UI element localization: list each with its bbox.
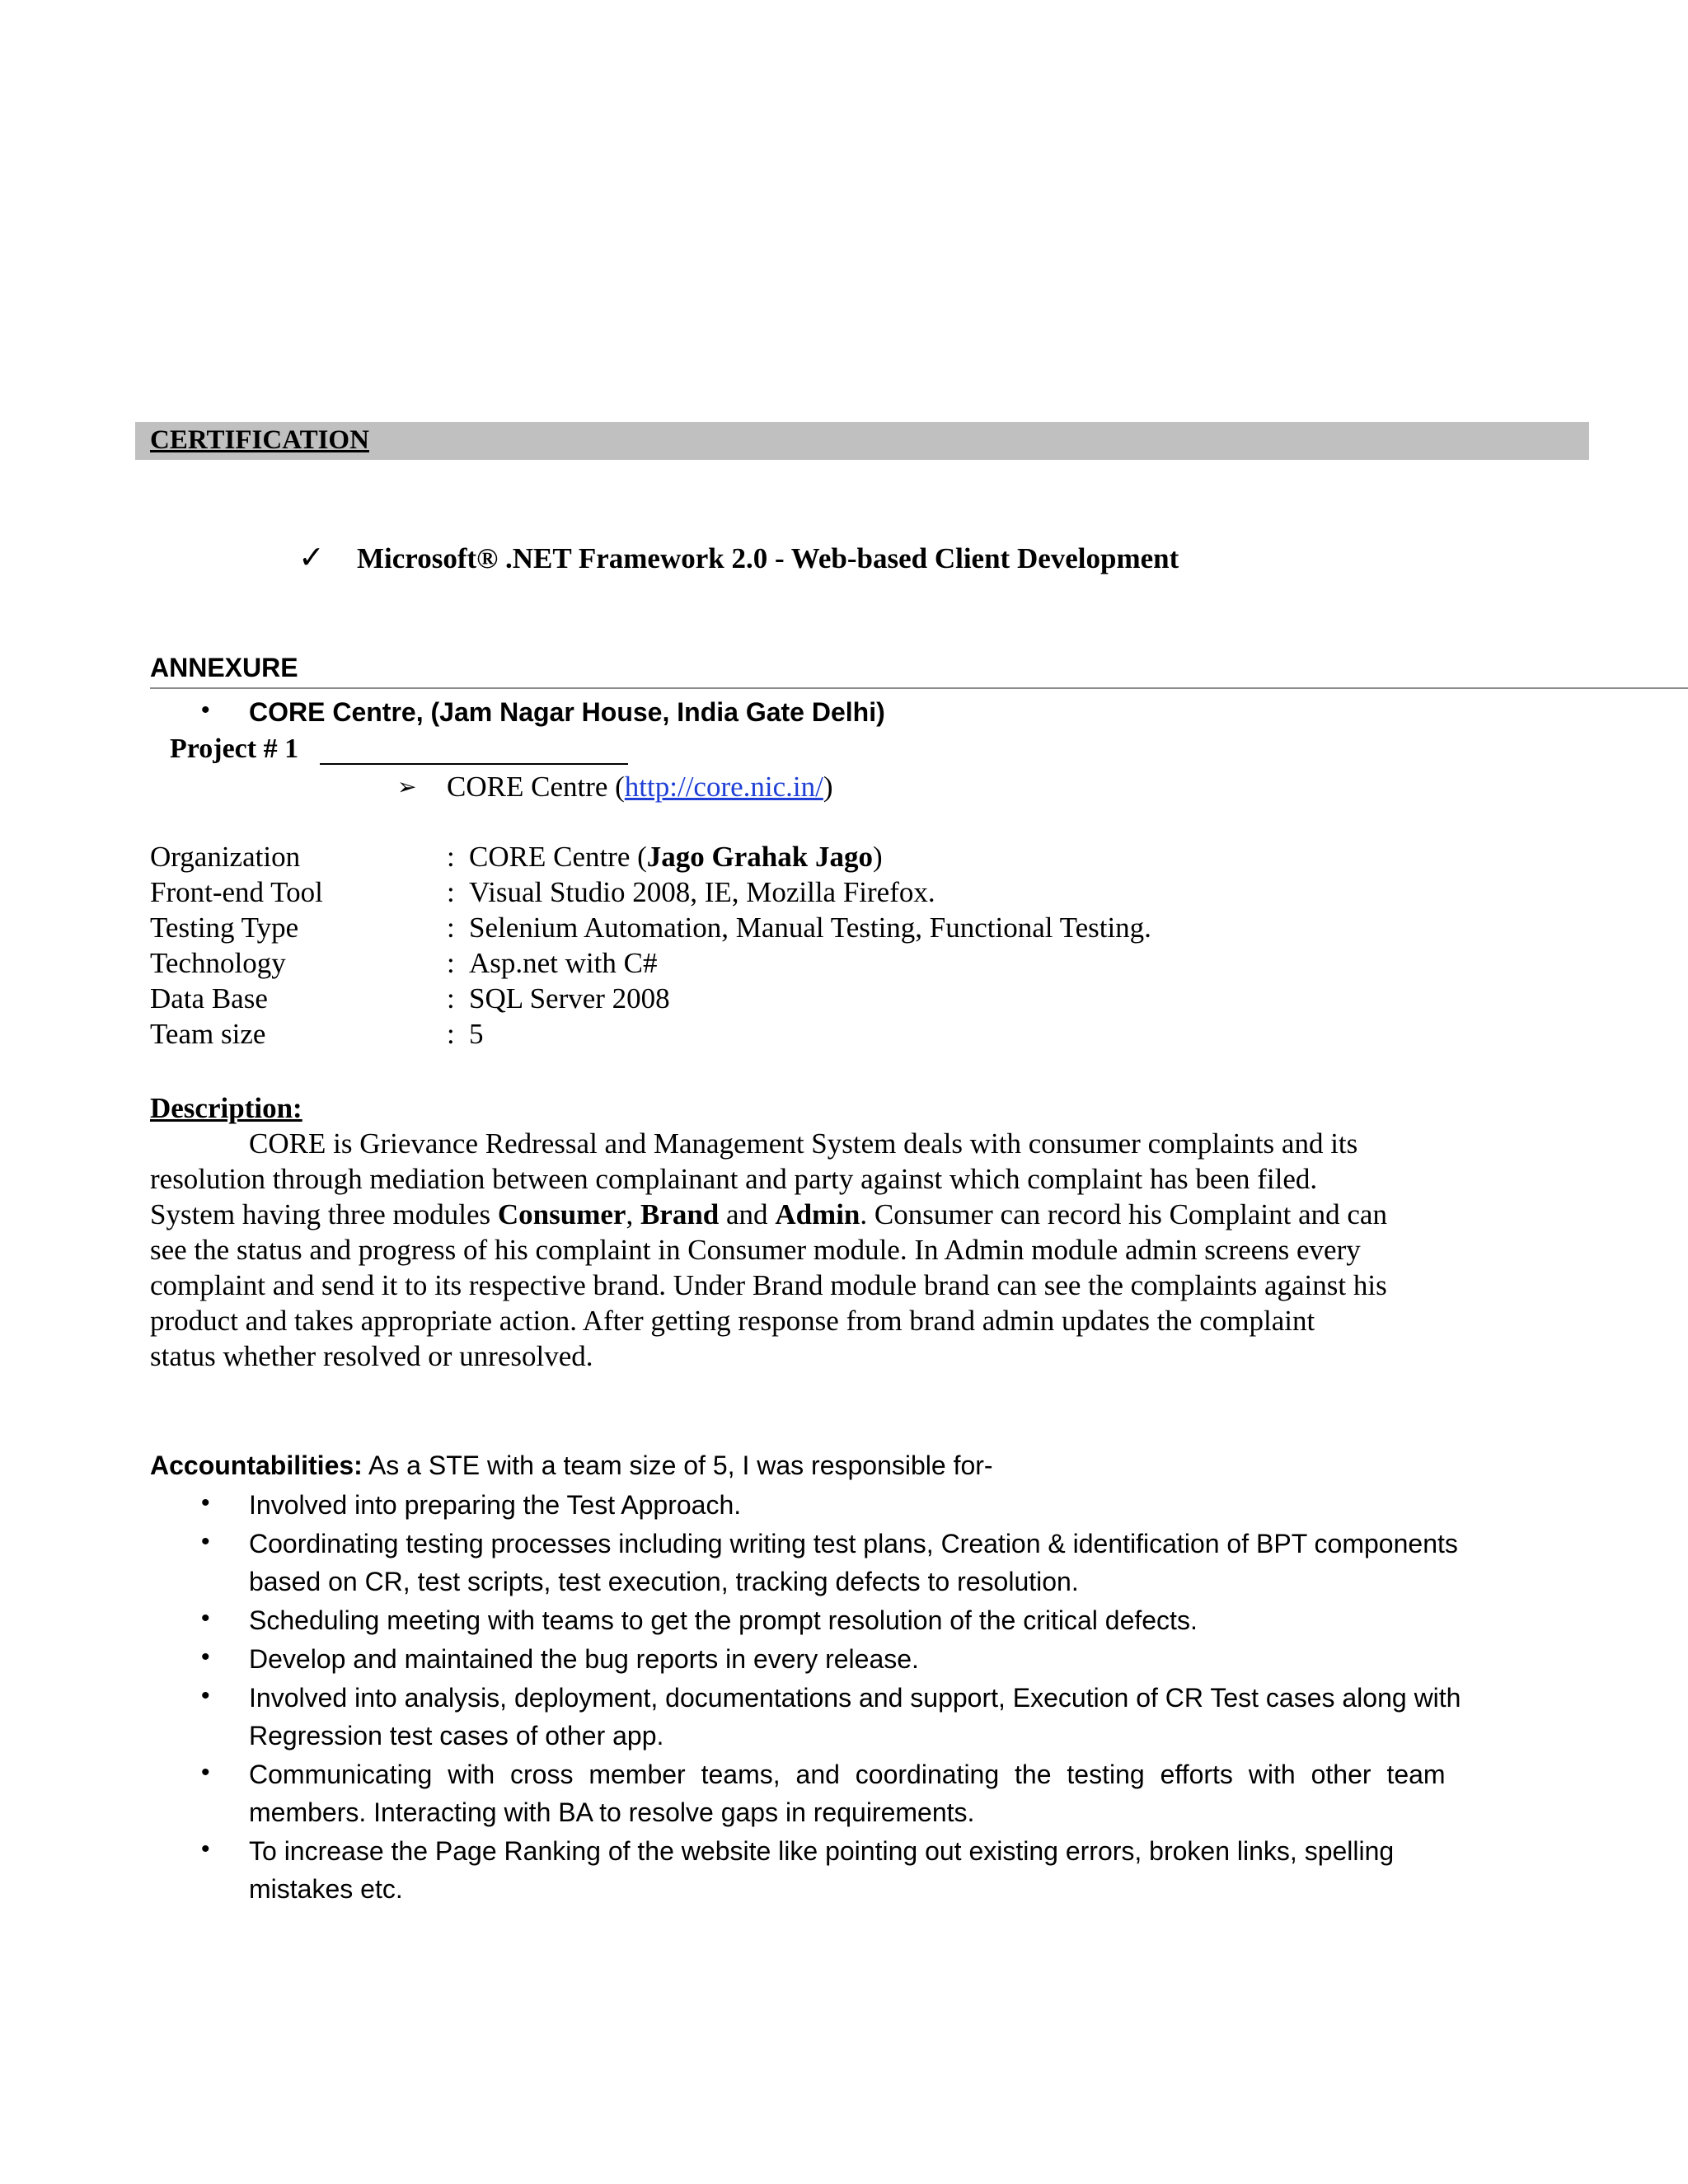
description-text: and bbox=[719, 1198, 776, 1230]
detail-value-organization-bold: Jago Grahak Jago bbox=[646, 841, 873, 873]
detail-colon: : bbox=[447, 912, 455, 944]
project-url-link[interactable]: http://core.nic.in/ bbox=[624, 771, 823, 803]
accountability-item: Develop and maintained the bug reports in every release. bbox=[249, 1644, 919, 1674]
description-line: complaint and send it to its respective brand. Under Brand module brand can see the complaints against his bbox=[150, 1269, 1387, 1301]
accountability-item-continuation: Regression test cases of other app. bbox=[249, 1721, 664, 1750]
project-name bbox=[447, 771, 833, 804]
detail-colon: : bbox=[447, 982, 455, 1015]
detail-label-front-end-tool: Front-end Tool bbox=[150, 876, 323, 908]
bullet-icon: • bbox=[201, 1489, 210, 1516]
accountability-item-continuation: based on CR, test scripts, test execution, tracking defects to resolution. bbox=[249, 1567, 1079, 1596]
accountability-item-continuation: members. Interacting with BA to resolve gaps in requirements. bbox=[249, 1797, 975, 1827]
annexure-divider bbox=[150, 687, 1688, 689]
detail-value-team-size: 5 bbox=[469, 1018, 484, 1050]
detail-value-data-base: SQL Server 2008 bbox=[469, 982, 670, 1015]
module-admin: Admin bbox=[775, 1198, 860, 1230]
project-heading: Project # 1 bbox=[170, 733, 299, 764]
description-title: Description: bbox=[150, 1092, 302, 1124]
accountability-item-continuation: mistakes etc. bbox=[249, 1874, 403, 1904]
detail-value-organization-prefix: CORE Centre ( bbox=[469, 841, 647, 873]
detail-value-organization-suffix: ) bbox=[873, 841, 883, 873]
description-text: System having three modules bbox=[150, 1198, 498, 1230]
description-line bbox=[150, 1198, 1387, 1231]
annexure-title: ANNEXURE bbox=[150, 653, 298, 682]
detail-colon: : bbox=[447, 1018, 455, 1050]
module-consumer: Consumer bbox=[497, 1198, 626, 1230]
detail-label-technology: Technology bbox=[150, 947, 286, 979]
detail-colon: : bbox=[447, 876, 455, 908]
certification-title: CERTIFICATION bbox=[150, 425, 369, 455]
detail-value-front-end-tool: Visual Studio 2008, IE, Mozilla Firefox. bbox=[469, 876, 935, 908]
detail-colon: : bbox=[447, 841, 455, 873]
description-line: resolution through mediation between complainant and party against which complaint has been filed. bbox=[150, 1163, 1318, 1195]
accountability-item: Coordinating testing processes including writing test plans, Creation & identification of BPT components bbox=[249, 1529, 1458, 1558]
bullet-icon: • bbox=[201, 1605, 210, 1632]
detail-label-organization: Organization bbox=[150, 841, 301, 873]
accountabilities-intro-text: As a STE with a team size of 5, I was responsible for- bbox=[362, 1451, 993, 1480]
accountability-item: Scheduling meeting with teams to get the prompt resolution of the critical defects. bbox=[249, 1605, 1198, 1635]
project-name-suffix: ) bbox=[823, 771, 833, 803]
bullet-icon: • bbox=[201, 696, 210, 724]
project-heading-underline bbox=[320, 763, 628, 765]
description-text: . Consumer can record his Complaint and can bbox=[860, 1198, 1387, 1230]
bullet-icon: • bbox=[201, 1759, 210, 1786]
certification-item: Microsoft® .NET Framework 2.0 - Web-based Client Development bbox=[357, 542, 1179, 574]
accountability-item: Communicating with cross member teams, and coordinating the testing efforts with other team bbox=[249, 1760, 1446, 1789]
detail-value-technology: Asp.net with C# bbox=[469, 947, 658, 979]
detail-label-team-size: Team size bbox=[150, 1018, 266, 1050]
bullet-icon: • bbox=[201, 1643, 210, 1671]
description-line: product and takes appropriate action. After getting response from brand admin updates the complaint bbox=[150, 1305, 1315, 1337]
accountability-item: Involved into analysis, deployment, documentations and support, Execution of CR Test cases along with bbox=[249, 1683, 1461, 1713]
arrow-bullet-icon: ➢ bbox=[397, 775, 417, 800]
detail-value-testing-type: Selenium Automation, Manual Testing, Functional Testing. bbox=[469, 912, 1151, 944]
accountability-item: Involved into preparing the Test Approach. bbox=[249, 1490, 742, 1520]
accountabilities-label: Accountabilities: bbox=[150, 1451, 363, 1480]
detail-value-organization bbox=[469, 841, 883, 874]
organization-heading: CORE Centre, (Jam Nagar House, India Gate Delhi) bbox=[249, 697, 885, 727]
detail-colon: : bbox=[447, 947, 455, 979]
detail-label-testing-type: Testing Type bbox=[150, 912, 299, 944]
accountability-item: To increase the Page Ranking of the website like pointing out existing errors, broken links, spelling bbox=[249, 1836, 1395, 1866]
checkmark-icon: ✓ bbox=[298, 541, 325, 575]
bullet-icon: • bbox=[201, 1682, 210, 1709]
bullet-icon: • bbox=[201, 1528, 210, 1555]
accountabilities-intro bbox=[150, 1451, 993, 1481]
project-name-prefix: CORE Centre ( bbox=[447, 771, 625, 803]
bullet-icon: • bbox=[201, 1835, 210, 1863]
detail-label-data-base: Data Base bbox=[150, 982, 268, 1015]
description-line: CORE is Grievance Redressal and Management System deals with consumer complaints and its bbox=[249, 1127, 1358, 1160]
module-brand: Brand bbox=[640, 1198, 720, 1230]
description-text: , bbox=[626, 1198, 640, 1230]
description-line: see the status and progress of his complaint in Consumer module. In Admin module admin screens every bbox=[150, 1234, 1361, 1266]
description-line: status whether resolved or unresolved. bbox=[150, 1340, 593, 1372]
